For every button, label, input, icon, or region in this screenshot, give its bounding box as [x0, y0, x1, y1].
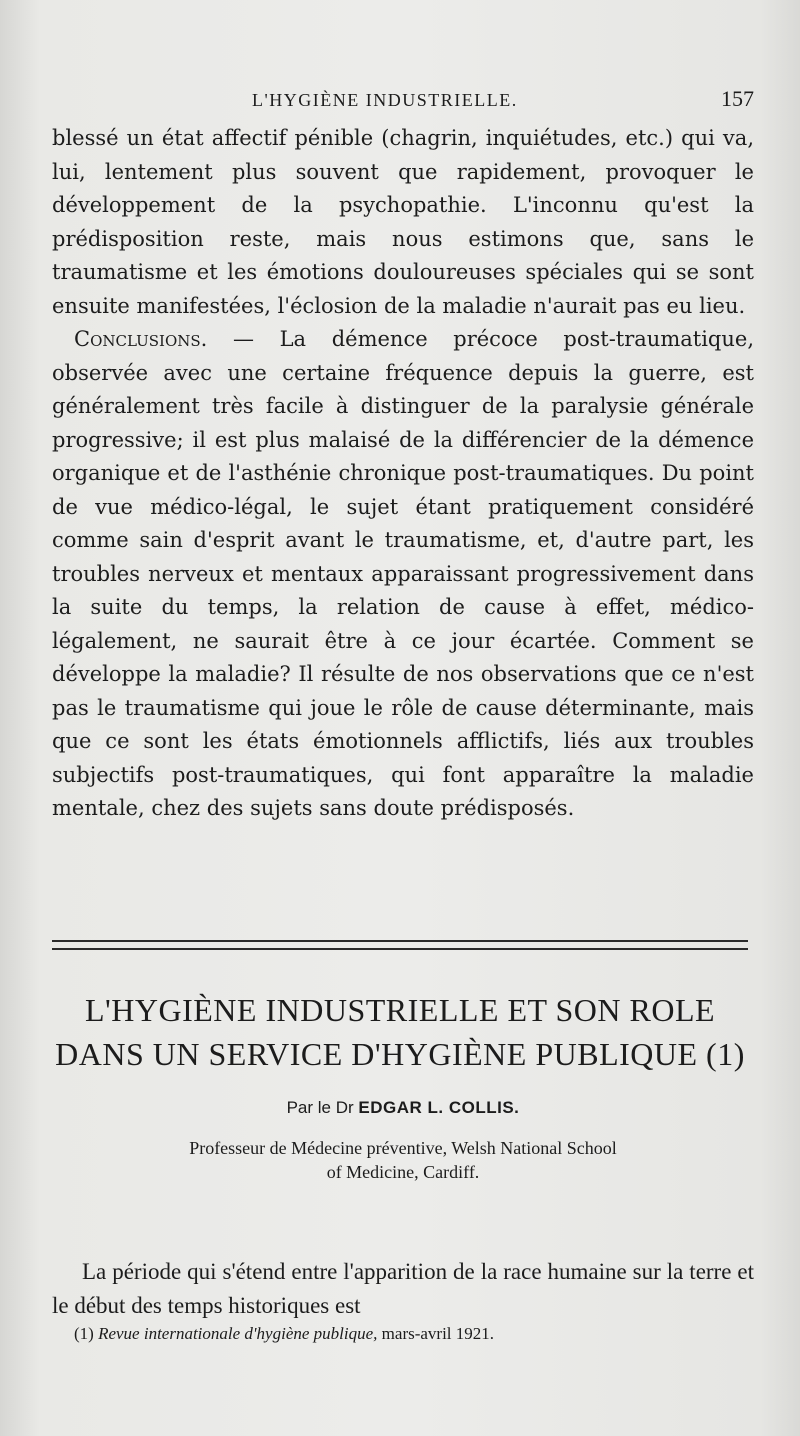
footnote: [74, 1324, 754, 1344]
section-divider: [52, 940, 748, 950]
page-number: 157: [721, 86, 754, 111]
footnote-marker: (1): [74, 1324, 99, 1343]
footnote-date: mars-avril 1921.: [377, 1324, 495, 1343]
body-text: [52, 122, 754, 826]
paragraph-continuation: blessé un état affectif pénible (chagrin, inquiétudes, etc.) qui va, lui, lentement plus souvent que rapidement, provoquer le développement de la psychopathie. L'inconnu qu'est la prédisposition reste, mais nous estimons que, sans le traumatisme et les émotions douloureuses spéciales qui se sont ensuite manifestées, l'éclosion de la maladie n'aurait pas eu lieu.: [52, 126, 754, 318]
running-head: [52, 86, 754, 118]
author-affiliation: [100, 1136, 706, 1184]
article-title: [40, 988, 760, 1076]
byline: [52, 1098, 754, 1118]
conclusions-text: — La démence précoce post-traumatique, observée avec une certaine fréquence depuis la guerre, est généralement très facile à distinguer de la paralysie générale progressive; il est plus malaisé de la différencier de la démence organique et de l'asthénie chronique post-traumatiques. Du point de vue médico-légal, le sujet étant pratiquement considéré comme sain d'esprit avant le traumatisme, et, d'autre part, les troubles nerveux et mentaux apparaissant progressivement dans la suite du temps, la relation de cause à effet, médico-légalement, ne saurait être à ce jour écartée. Comment se développe la maladie? Il résulte de nos observations que ce n'est pas le traumatisme qui joue le rôle de cause déterminante, mais que ce sont les états émotionnels afflictifs, liés aux troubles subjectifs post-traumatiques, qui font apparaître la maladie mentale, chez des sujets sans doute prédisposés.: [52, 327, 754, 820]
author-name: EDGAR L. COLLIS.: [358, 1098, 520, 1117]
conclusions-paragraph: [52, 323, 754, 826]
article-title-line-2: DANS UN SERVICE D'HYGIÈNE PUBLIQUE (1): [55, 1036, 745, 1072]
conclusions-heading: Conclusions.: [74, 327, 208, 351]
affiliation-line-1: Professeur de Médecine préventive, Welsh National School: [189, 1138, 617, 1158]
running-title: L'HYGIÈNE INDUSTRIELLE.: [252, 90, 518, 110]
affiliation-line-2: of Medicine, Cardiff.: [326, 1162, 480, 1182]
article-title-line-1: L'HYGIÈNE INDUSTRIELLE ET SON ROLE: [84, 992, 716, 1028]
article-intro: La période qui s'étend entre l'apparition de la race humaine sur la terre et le début des temps historiques est: [52, 1259, 754, 1318]
footnote-source: Revue internationale d'hygiène publique,: [98, 1324, 378, 1343]
byline-prefix: Par le Dr: [286, 1098, 359, 1117]
